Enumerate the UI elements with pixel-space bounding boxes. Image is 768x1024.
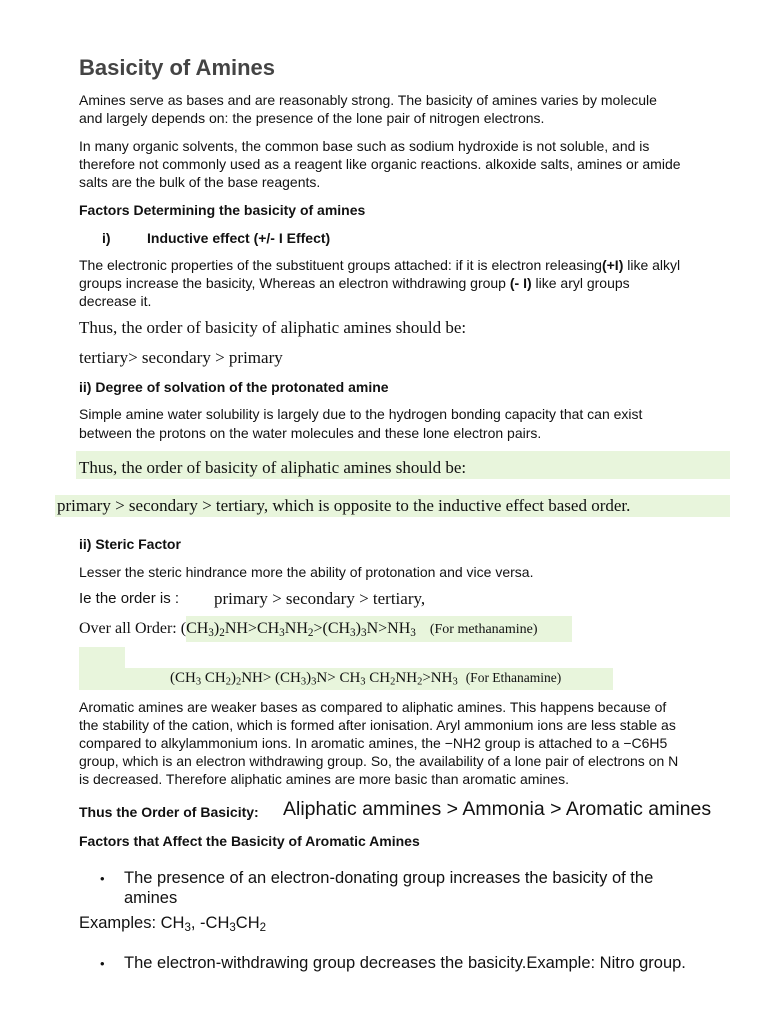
aromatic-line-3: compared to alkylammonium ions. In aromatic amines, the −NH2 group is attached to a −C6H5 <box>79 735 668 751</box>
solvents-line-3: salts are the bulk of the base reagents. <box>79 174 321 190</box>
overall-ethanamine-line: ($CH_3$ $CH_2)_2NH> (CH_3)_3N> CH_3$ $CH_2NH_2>NH_3$ (For Ethanamine) <box>170 670 562 688</box>
intro-line-2: and largely depends on: the presence of the lone pair of nitrogen electrons. <box>79 110 545 126</box>
aromatic-line-4: group, which is an electron withdrawing group. So, the availability of a lone pair of electrons on N <box>79 753 679 769</box>
inductive-order: tertiary> secondary > primary <box>79 348 283 367</box>
bullet-2-text: The electron-withdrawing group decreases the basicity.Example: Nitro group. <box>124 954 686 972</box>
overall-methanamine-line: Over all Order: $(CH_3)_2NH>CH_3NH_2>(CH_3)_3N>NH_3$ (For methanamine) <box>79 620 538 639</box>
inductive-line-3: decrease it. <box>79 293 152 309</box>
inductive-order-intro: Thus, the order of basicity of aliphatic amines should be: <box>79 318 467 337</box>
inductive-heading: Inductive effect (+/- I Effect) <box>147 230 331 246</box>
highlight-band <box>79 647 125 669</box>
solvation-line-1: Simple amine water solubility is largely due to the hydrogen bonding capacity that can exist <box>79 406 643 422</box>
steric-ie-label: Ie the order is : <box>79 590 180 607</box>
inductive-number: i) <box>102 230 111 246</box>
inductive-line-1: The electronic properties of the substituent groups attached: if it is electron releasing(+I) like alkyl <box>79 257 681 273</box>
order-of-basicity-value: Aliphatic ammines > Ammonia > Aromatic amines <box>283 798 712 820</box>
aromatic-line-5: is decreased. Therefore aliphatic amines are more basic than aromatic amines. <box>79 771 569 787</box>
order-of-basicity-label: Thus the Order of Basicity: <box>79 804 259 820</box>
intro-line-1: Amines serve as bases and are reasonably strong. The basicity of amines varies by molecule <box>79 92 657 108</box>
solvation-line-2: between the protons on the water molecules and these lone electron pairs. <box>79 425 542 441</box>
solvation-order-intro: Thus, the order of basicity of aliphatic amines should be: <box>79 458 467 477</box>
aromatic-line-1: Aromatic amines are weaker bases as compared to aliphatic amines. This happens because of <box>79 699 667 715</box>
factors-heading: Factors Determining the basicity of amines <box>79 202 366 218</box>
solvation-heading: ii) Degree of solvation of the protonated amine <box>79 379 389 395</box>
aromatic-line-2: the stability of the cation, which is formed after ionisation. Aryl ammonium ions are less stable as <box>79 717 676 733</box>
solvation-order: primary > secondary > tertiary, which is opposite to the inductive effect based order. <box>57 496 631 515</box>
solvents-line-2: therefore not commonly used as a reagent like organic reactions. alkoxide salts, amines or amide <box>79 156 681 172</box>
bullet-2-marker: • <box>100 956 105 971</box>
examples-line: Examples: $CH_3$, $-CH_3CH_2$ <box>79 914 267 934</box>
bullet-1-line-1: The presence of an electron-donating group increases the basicity of the <box>124 869 654 887</box>
page-title: Basicity of Amines <box>79 55 276 80</box>
aromatic-factors-heading: Factors that Affect the Basicity of Aromatic Amines <box>79 833 420 849</box>
steric-ie-order: primary > secondary > tertiary, <box>214 589 426 608</box>
bullet-1-line-2: amines <box>124 889 178 907</box>
steric-line-1: Lesser the steric hindrance more the ability of protonation and vice versa. <box>79 564 534 580</box>
solvents-line-1: In many organic solvents, the common base such as sodium hydroxide is not soluble, and is <box>79 138 650 154</box>
steric-heading: ii) Steric Factor <box>79 536 181 552</box>
inductive-line-2: groups increase the basicity, Whereas an electron withdrawing group (- I) like aryl groups <box>79 275 630 291</box>
bullet-1-marker: • <box>100 871 105 886</box>
